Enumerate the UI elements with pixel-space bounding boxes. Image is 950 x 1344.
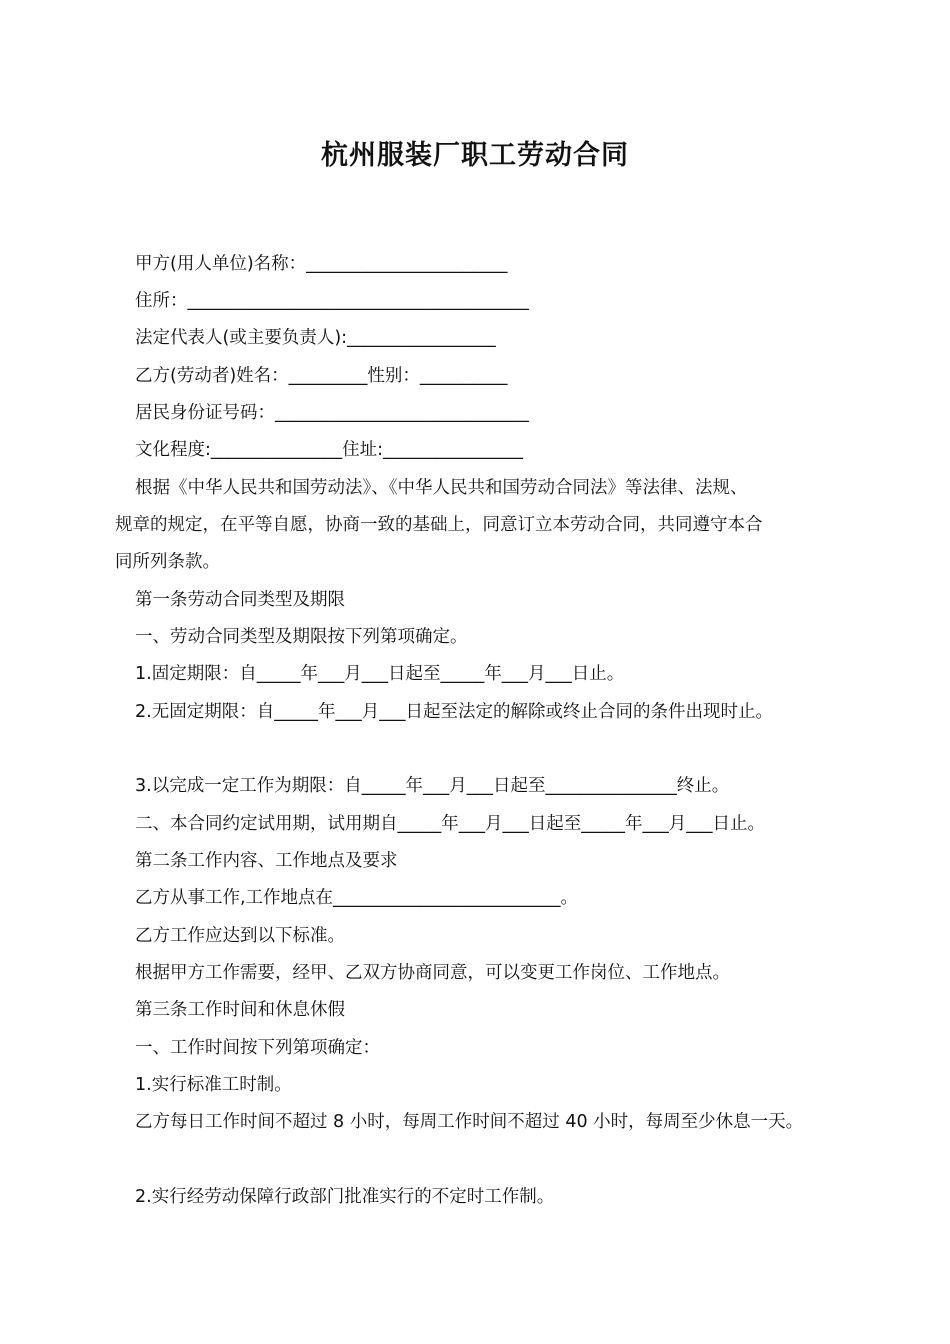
job-change-clause: 根据甲方工作需要，经甲、乙双方协商同意，可以变更工作岗位、工作地点。 bbox=[135, 963, 730, 983]
work-location-field: 乙方从事工作,工作地点在__________________________。 bbox=[135, 888, 579, 908]
article-2-heading: 第二条工作内容、工作地点及要求 bbox=[135, 851, 398, 871]
standard-hours-item: 1.实行标准工时制。 bbox=[135, 1075, 292, 1095]
preamble-line-1: 根据《中华人民共和国劳动法》、《中华人民共和国劳动合同法》等法律、法规、 bbox=[135, 478, 748, 498]
article-3-heading: 第三条工作时间和休息休假 bbox=[135, 1000, 345, 1020]
preamble-line-3: 同所列条款。 bbox=[115, 552, 220, 572]
employer-name-field: 甲方(用人单位)名称：_______________________ bbox=[135, 254, 508, 274]
article-3-clause-1: 一、工作时间按下列第项确定： bbox=[135, 1038, 380, 1058]
open-ended-term-item: 2.无固定期限：自_____年___月___日起至法定的解除或终止合同的条件出现时止。 bbox=[135, 702, 773, 722]
document-title: 杭州服装厂职工劳动合同 bbox=[321, 140, 629, 171]
id-number-field: 居民身份证号码：_____________________________ bbox=[135, 403, 529, 423]
legal-representative-field: 法定代表人(或主要负责人):_________________ bbox=[135, 328, 496, 348]
preamble-line-2: 规章的规定，在平等自愿，协商一致的基础上，同意订立本劳动合同，共同遵守本合 bbox=[115, 515, 763, 535]
article-1-clause-1: 一、劳动合同类型及期限按下列第项确定。 bbox=[135, 627, 468, 647]
employee-name-gender-field: 乙方(劳动者)姓名：_________性别：__________ bbox=[135, 366, 508, 386]
standard-hours-detail: 乙方每日工作时间不超过 8 小时，每周工作时间不超过 40 小时，每周至少休息一天。 bbox=[135, 1112, 804, 1132]
flexible-hours-item: 2.实行经劳动保障行政部门批准实行的不定时工作制。 bbox=[135, 1187, 555, 1207]
article-1-heading: 第一条劳动合同类型及期限 bbox=[135, 590, 345, 610]
employer-address-field: 住所：_______________________________________ bbox=[135, 291, 529, 311]
probation-clause: 二、本合同约定试用期，试用期自_____年___月___日起至_____年___月___日止。 bbox=[135, 814, 765, 834]
work-standard-line: 乙方工作应达到以下标准。 bbox=[135, 926, 345, 946]
task-based-term-item: 3.以完成一定工作为期限：自_____年___月___日起至_______________终止。 bbox=[135, 776, 730, 796]
fixed-term-item: 1.固定期限：自_____年___月___日起至_____年___月___日止。 bbox=[135, 664, 625, 684]
education-address-field: 文化程度:_______________住址:________________ bbox=[135, 440, 524, 460]
